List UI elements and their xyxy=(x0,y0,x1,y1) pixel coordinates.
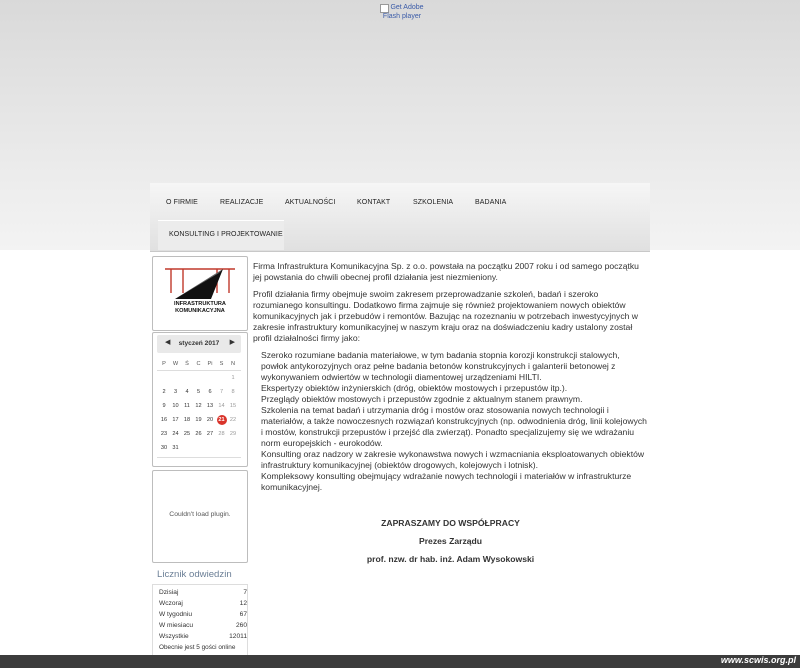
counter-row-month: W miesiacu 260 xyxy=(159,622,247,629)
signature-name: prof. nzw. dr hab. inż. Adam Wysokowski xyxy=(366,554,535,564)
counter-online: Obecnie jest 5 gości online xyxy=(159,644,236,651)
calendar-day[interactable]: 8 xyxy=(231,389,235,395)
calendar-day[interactable]: 25 xyxy=(183,431,191,437)
nav-szkolenia[interactable]: SZKOLENIA xyxy=(413,199,454,206)
footer-bar xyxy=(0,655,800,668)
nav-aktualnosci[interactable]: AKTUALNOŚCI xyxy=(285,199,336,206)
calendar-day[interactable]: 28 xyxy=(218,431,225,437)
counter-row-total: Wszystkie 12011 xyxy=(159,633,247,640)
list-item: Przeglądy obiektów mostowych i przepustów zgodnie z aktualnym stanem prawnym. xyxy=(261,394,583,404)
calendar-day[interactable]: 6 xyxy=(208,389,212,395)
counter-title: Licznik odwiedzin xyxy=(157,569,232,580)
broken-image-icon xyxy=(380,4,389,13)
calendar xyxy=(152,332,248,467)
list-item: Szeroko rozumiane badania materiałowe, w tym badania stopnia korozji konstrukcji stalowych, powłok antykorozyjnych oraz pełne badania betonów konstrukcyjnych i galanterii betonowej z wykonywaniem odwiertów w technologii diamentowej urządzeniami HILTI. xyxy=(261,350,620,382)
calendar-day[interactable]: 14 xyxy=(218,403,225,409)
calendar-day[interactable]: 2 xyxy=(162,389,166,395)
calendar-day[interactable]: 29 xyxy=(229,431,237,437)
calendar-day[interactable]: 27 xyxy=(206,431,214,437)
activity-list xyxy=(253,350,648,493)
counter-row-week: W tygodniu 67 xyxy=(159,611,247,618)
signature-title: Prezes Zarządu xyxy=(418,536,483,546)
flash-alt-text: Get Adobe Flash player xyxy=(382,4,424,20)
list-item: Konsulting oraz nadzory w zakresie wykonawstwa nowych i wzmacniania eksploatowanych obiektów infrastruktury komunikacyjnej (obiektów drogowych, kolejowych i lotnisk). xyxy=(261,449,645,470)
logo-box[interactable] xyxy=(152,256,248,331)
nav-realizacje[interactable]: REALIZACJE xyxy=(220,199,264,206)
intro-paragraph: Firma Infrastruktura Komunikacyjna Sp. z o.o. powstała na początku 2007 roku i od samego początku jej powstania do chwili obecnej profil działania jest niezmieniony. xyxy=(253,261,639,282)
calendar-day[interactable]: 15 xyxy=(229,403,237,409)
logo-line1: INFRASTRUKTURA xyxy=(174,301,226,307)
profile-paragraph: Profil działania firmy obejmuje swoim zakresem przeprowadzanie szkoleń, badań i szeroko rozumianego konsultingu. Dodatkowo firma zajmuje się również projektowaniem nowych obiektów komunikacyjnych jak i przebudów i remontów. Bazując na rozeznaniu w potrzebach inwestycyjnych w zakresie infrastruktury komunikacyjnej w naszym kraju oraz na doświadczeniu kadry ustalony został profil działalności firmy jako: xyxy=(253,289,638,343)
list-item: Szkolenia na temat badań i utrzymania dróg i mostów oraz stosowania nowych technologii i materiałów, a także nowoczesnych rozwiązań konstrukcyjnych (np. odwodnienia dróg, linii kolejowych i mostów, konstrukcji przepustów i przejść dla zwierząt). Ponadto specjalizujemy się we wdrażaniu norm europejskich - eurokodów. xyxy=(261,405,647,448)
nav-o-firmie[interactable]: O FIRMIE xyxy=(166,199,198,206)
counter-row-today: Dzisiaj 7 xyxy=(159,589,247,596)
calendar-day[interactable]: 10 xyxy=(172,403,179,409)
nav-kontakt[interactable]: KONTAKT xyxy=(357,199,391,206)
calendar-day[interactable]: 17 xyxy=(172,417,179,423)
calendar-divider xyxy=(157,370,241,371)
calendar-day[interactable]: 9 xyxy=(162,403,166,409)
calendar-day[interactable]: 19 xyxy=(195,417,202,423)
plugin-placeholder xyxy=(152,470,248,563)
calendar-weekday: W xyxy=(172,361,179,367)
main-content xyxy=(253,261,648,565)
calendar-weekday: C xyxy=(196,361,201,367)
list-item: Kompleksowy konsulting obejmujący wdrażanie nowych technologii i materiałów w infrastrukturze komunikacyjnej. xyxy=(261,471,632,492)
invitation-text: ZAPRASZAMY DO WSPÓŁPRACY xyxy=(381,518,520,528)
calendar-weekday: P xyxy=(162,361,166,367)
calendar-day[interactable]: 1 xyxy=(231,375,235,381)
main-container xyxy=(150,183,650,668)
calendar-day[interactable]: 30 xyxy=(160,445,168,451)
calendar-next-icon[interactable]: ▶ xyxy=(229,339,235,346)
calendar-day[interactable]: 3 xyxy=(173,389,178,395)
calendar-day[interactable]: 4 xyxy=(185,389,189,395)
calendar-day[interactable]: 7 xyxy=(219,389,224,395)
calendar-day[interactable]: 16 xyxy=(160,417,168,423)
calendar-day[interactable]: 11 xyxy=(184,403,190,409)
nav-item-konsulting[interactable] xyxy=(158,220,284,250)
calendar-day[interactable]: 20 xyxy=(206,417,214,423)
calendar-day[interactable]: 18 xyxy=(183,417,191,423)
calendar-month: styczeń 2017 xyxy=(178,340,220,347)
calendar-header xyxy=(157,335,241,353)
calendar-day[interactable]: 23 xyxy=(160,431,168,437)
list-item: Ekspertyzy obiektów inżynierskich (dróg, obiektów mostowych i przepustów itp.). xyxy=(261,383,568,393)
flash-player-image[interactable] xyxy=(372,4,432,21)
calendar-day[interactable]: 31 xyxy=(172,445,179,451)
calendar-day[interactable]: 26 xyxy=(195,431,202,437)
calendar-day[interactable]: 5 xyxy=(196,389,201,395)
nav-badania[interactable]: BADANIA xyxy=(475,199,507,206)
calendar-weekday: Ś xyxy=(185,361,189,367)
counter-row-yesterday: Wczoraj 12 xyxy=(159,600,247,607)
calendar-bottom-divider xyxy=(157,457,241,458)
calendar-weekday: Pi xyxy=(207,361,213,367)
calendar-day[interactable]: 24 xyxy=(172,431,179,437)
nav-konsulting-label: KONSULTING I PROJEKTOWANIE xyxy=(169,231,283,238)
company-logo xyxy=(153,257,247,330)
calendar-day[interactable]: 13 xyxy=(206,403,214,409)
calendar-day[interactable]: 21 xyxy=(218,417,225,423)
visit-counter xyxy=(152,584,248,656)
calendar-weekday: N xyxy=(230,361,236,367)
calendar-weekday: S xyxy=(219,361,224,367)
calendar-prev-icon[interactable]: ◀ xyxy=(165,339,171,346)
calendar-day[interactable]: 22 xyxy=(229,417,237,423)
footer-url-link[interactable]: www.scwis.org.pl xyxy=(720,655,796,665)
plugin-error-text: Couldn't load plugin. xyxy=(169,511,231,518)
calendar-day[interactable]: 12 xyxy=(195,403,202,409)
logo-line2: KOMUNIKACYJNA xyxy=(175,308,225,314)
main-navigation xyxy=(150,183,650,252)
